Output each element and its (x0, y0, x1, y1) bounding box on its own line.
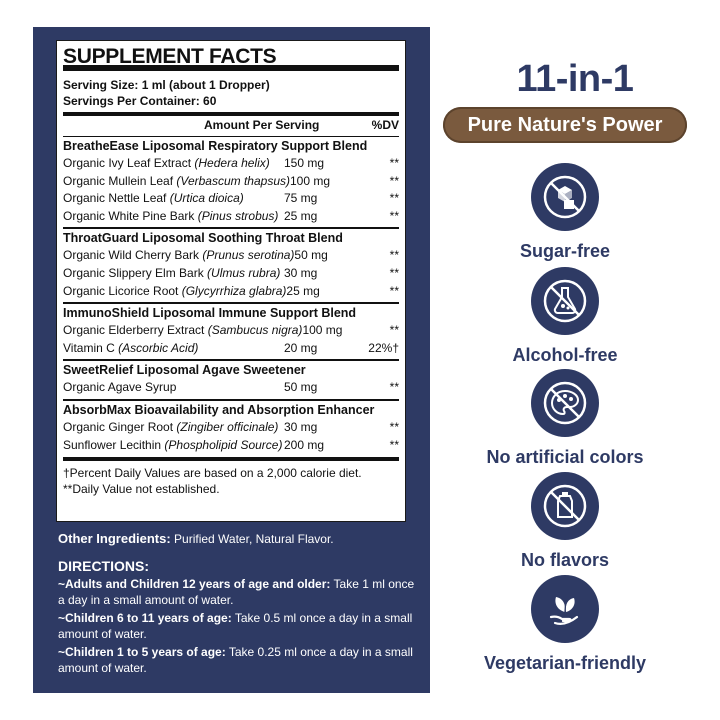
table-row: Sunflower Lecithin (Phospholipid Source) 200 mg ** (63, 437, 399, 452)
tagline-pill: Pure Nature's Power (443, 107, 687, 143)
direction-item: ~Adults and Children 12 years of age and older: Take 1 ml once a day in a small amount of water. (58, 577, 415, 607)
table-row: Organic Slippery Elm Bark (Ulmus rubra) 30 mg ** (63, 265, 399, 280)
leaf-hand-icon (531, 575, 599, 643)
feature-label: No artificial colors (486, 447, 644, 467)
blend-respiratory (63, 137, 399, 225)
other-ingredients: Other Ingredients: Purified Water, Natural Flavor. (58, 531, 334, 546)
footnote-dv-not-established: **Daily Value not established. (63, 482, 220, 497)
feature-alcohol-free (430, 267, 700, 366)
feature-no-flavors (430, 472, 700, 571)
feature-label: Vegetarian-friendly (483, 653, 647, 673)
product-count-title: 11-in-1 (516, 58, 634, 100)
no-alcohol-flask-icon (531, 267, 599, 335)
feature-sugar-free (430, 163, 700, 262)
servings-per-container: Servings Per Container: 60 (63, 94, 217, 108)
table-row: Organic Agave Syrup 50 mg ** (63, 380, 399, 395)
no-sugar-icon (531, 163, 599, 231)
features-column (430, 0, 720, 720)
facts-title: SUPPLEMENT FACTS (63, 45, 399, 71)
table-row: Organic White Pine Bark (Pinus strobus) 25 mg ** (63, 208, 399, 223)
table-row: Organic Nettle Leaf (Urtica dioica) 75 mg ** (63, 191, 399, 206)
blend-title: SweetRelief Liposomal Agave Sweetener (63, 363, 306, 378)
footnote-percent-dv: †Percent Daily Values are based on a 2,000 calorie diet. (63, 466, 362, 481)
table-row: Organic Mullein Leaf (Verbascum thapsus) 100 mg ** (63, 173, 399, 188)
blend-title: BreatheEase Liposomal Respiratory Support Blend (63, 139, 368, 153)
direction-item: ~Children 6 to 11 years of age: Take 0.5 ml once a day in a small amount of water. (58, 611, 413, 641)
blend-immune (63, 304, 399, 357)
dv-header: %DV (371, 118, 399, 132)
blend-absorption (63, 401, 399, 454)
feature-vegetarian-friendly (430, 575, 700, 674)
table-row: Organic Elderberry Extract (Sambucus nigra) 100 mg ** (63, 323, 399, 338)
palette-icon (531, 369, 599, 437)
amount-header-row (63, 116, 399, 136)
feature-label: No flavors (520, 550, 610, 570)
table-row: Vitamin C (Ascorbic Acid) 20 mg 22%† (63, 340, 399, 355)
feature-label: Alcohol-free (512, 345, 618, 365)
label-details (58, 530, 423, 676)
table-row: Organic Ginger Root (Zingiber officinale) 30 mg ** (63, 419, 399, 434)
serving-size: Serving Size: 1 ml (about 1 Dropper) (63, 78, 270, 92)
blend-title: AbsorbMax Bioavailability and Absorption Enhancer (63, 402, 375, 417)
blend-title: ImmunoShield Liposomal Immune Support Blend (63, 306, 357, 321)
blend-throat (63, 229, 399, 300)
table-row: Organic Licorice Root (Glycyrrhiza glabra) 25 mg ** (63, 283, 399, 298)
blend-title: ThroatGuard Liposomal Soothing Throat Blend (63, 231, 343, 246)
no-flavor-bottle-icon (531, 472, 599, 540)
directions-title: DIRECTIONS: (58, 558, 149, 574)
blend-sweetener (63, 361, 399, 397)
table-row: Organic Ivy Leaf Extract (Hedera helix) 150 mg ** (63, 156, 399, 170)
table-row: Organic Wild Cherry Bark (Prunus serotina) 50 mg ** (63, 248, 399, 263)
amount-header: Amount Per Serving (204, 118, 320, 132)
direction-item: ~Children 1 to 5 years of age: Take 0.25 ml once a day in a small amount of water. (58, 645, 413, 675)
supplement-facts-box (56, 40, 406, 522)
feature-label: Sugar-free (519, 241, 611, 261)
feature-no-artificial-colors (430, 369, 700, 468)
